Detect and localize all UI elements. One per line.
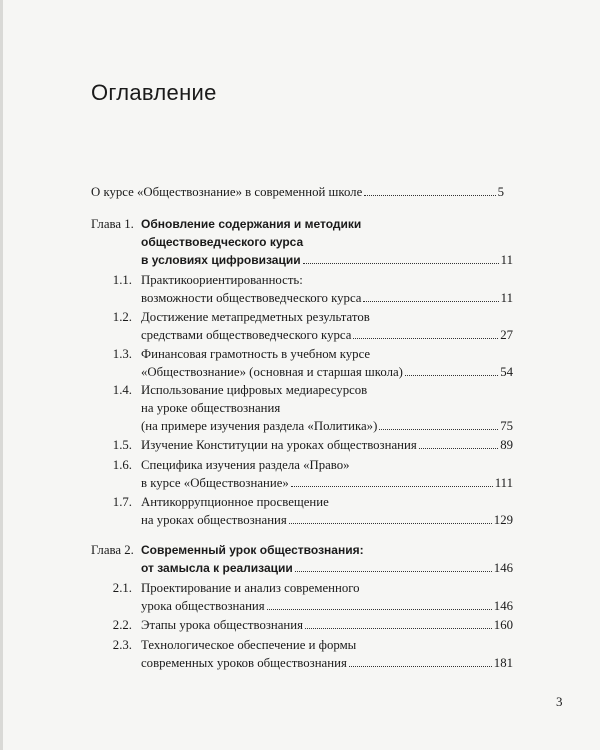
toc-entry-text: О курсе «Обществознание» в современной школе: [91, 185, 363, 199]
toc-entry-section: [141, 655, 513, 671]
chapter-label: Глава 2.: [91, 543, 134, 557]
toc-entry-section: [141, 290, 513, 306]
toc-page-number: 54: [500, 365, 513, 379]
section-title-line: урока обществознания: [141, 599, 265, 613]
section-number: 2.2.: [112, 618, 132, 632]
section-number: 1.1.: [112, 273, 132, 287]
toc-page-number: 11: [500, 291, 513, 305]
toc-page-number: 129: [493, 513, 513, 527]
toc-entry-chapter2: [141, 560, 513, 576]
section-number: 1.6.: [112, 458, 132, 472]
section-number: 1.5.: [112, 438, 132, 452]
scan-edge: [0, 0, 3, 750]
toc-entry-section: [141, 512, 513, 528]
chapter-title-line: обществоведческого курса: [141, 235, 304, 249]
section-number: 1.3.: [112, 347, 132, 361]
leader-dots: [303, 262, 499, 264]
leader-dots: [364, 194, 495, 196]
leader-dots: [363, 300, 498, 302]
toc-entry-section: [141, 598, 513, 614]
toc-page-number: 181: [493, 656, 513, 670]
toc-entry-section: [141, 617, 513, 633]
toc-page-number: 146: [493, 599, 513, 613]
toc-entry-chapter1: [141, 252, 513, 268]
leader-dots: [267, 608, 492, 610]
toc-page-number: 75: [500, 419, 513, 433]
section-title-line: Этапы урока обществознания: [141, 618, 304, 632]
section-number: 2.1.: [112, 581, 132, 595]
toc-page-number: 27: [500, 328, 513, 342]
chapter-title-line: Обновление содержания и методики: [141, 217, 362, 231]
section-title-line: Достижение метапредметных результатов: [141, 310, 370, 324]
toc-page-number: 89: [500, 438, 513, 452]
chapter-label: Глава 1.: [91, 217, 134, 231]
leader-dots: [405, 374, 498, 376]
section-title-line: средствами обществоведческого курса: [141, 328, 352, 342]
leader-dots: [291, 485, 493, 487]
section-title-line: Изучение Конституции на уроках обществознания: [141, 438, 417, 452]
section-title-line: возможности обществоведческого курса: [141, 291, 362, 305]
leader-dots: [379, 428, 498, 430]
toc-page-number: 111: [494, 476, 513, 490]
section-title-line: современных уроков обществознания: [141, 656, 347, 670]
toc-page-number: 5: [497, 185, 504, 199]
section-title-line: (на примере изучения раздела «Политика»): [141, 419, 378, 433]
section-title-line: на уроках обществознания: [141, 513, 287, 527]
toc-entry-section: [141, 327, 513, 343]
toc-entry-section: [141, 437, 513, 453]
page-title: Оглавление: [91, 80, 217, 105]
section-title-line: «Обществознание» (основная и старшая школа): [141, 365, 403, 379]
leader-dots: [305, 627, 492, 629]
toc-entry-section: [141, 418, 513, 434]
section-title-line: Проектирование и анализ современного: [141, 581, 360, 595]
leader-dots: [349, 665, 492, 667]
section-title-line: Антикоррупционное просвещение: [141, 495, 329, 509]
toc-entry-section: [141, 475, 513, 491]
page-number: 3: [556, 694, 563, 709]
section-number: 1.4.: [112, 383, 132, 397]
chapter-title-line: от замысла к реализации: [141, 561, 293, 575]
section-number: 1.2.: [112, 310, 132, 324]
leader-dots: [419, 447, 498, 449]
section-title-line: Использование цифровых медиаресурсов: [141, 383, 368, 397]
section-title-line: в курсе «Обществознание»: [141, 476, 289, 490]
leader-dots: [295, 570, 492, 572]
toc-page-number: 11: [500, 253, 513, 267]
section-title-line: Финансовая грамотность в учебном курсе: [141, 347, 371, 361]
leader-dots: [289, 522, 492, 524]
toc-entry-intro: [91, 184, 504, 200]
section-title-line: Практикоориентированность:: [141, 273, 303, 287]
section-number: 2.3.: [112, 638, 132, 652]
toc-page-number: 146: [493, 561, 513, 575]
section-title-line: Технологическое обеспечение и формы: [141, 638, 357, 652]
leader-dots: [353, 337, 498, 339]
section-number: 1.7.: [112, 495, 132, 509]
section-title-line: Специфика изучения раздела «Право»: [141, 458, 350, 472]
section-title-line: на уроке обществознания: [141, 401, 281, 415]
toc-page-number: 160: [493, 618, 513, 632]
chapter-title-line: Современный урок обществознания:: [141, 543, 364, 557]
chapter-title-line: в условиях цифровизации: [141, 253, 301, 267]
toc-entry-section: [141, 364, 513, 380]
